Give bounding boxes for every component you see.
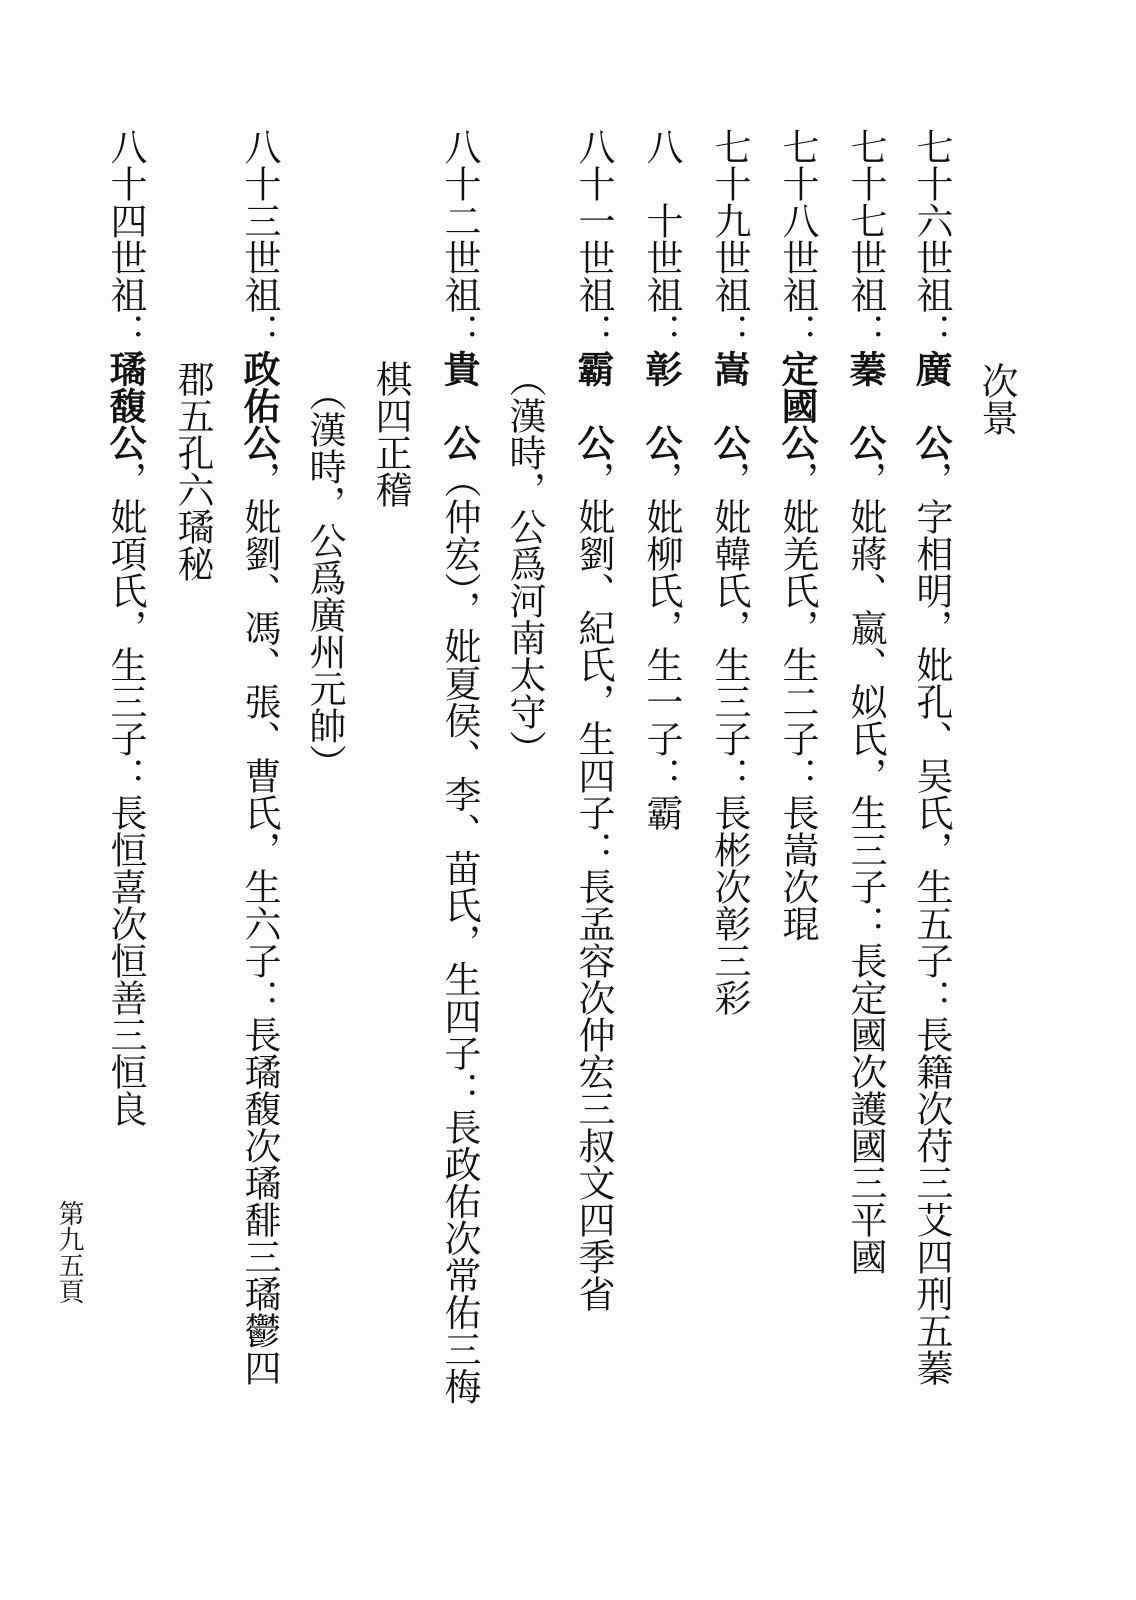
entry-text: ，妣韓氏，生三子：長彬次彰三彩	[708, 461, 751, 1016]
continuation-text: 棋四正稽	[369, 360, 412, 508]
generation-label: 八十一世祖：	[572, 128, 615, 350]
genealogy-entry-82	[437, 128, 481, 1528]
entry-text: ，妣羌氏，生二子：長嵩次琨	[776, 461, 819, 942]
genealogy-entry-76	[909, 128, 953, 1528]
genealogy-entry-83	[237, 128, 281, 1528]
continuation-text: 郡五孔六璚秘	[171, 360, 214, 582]
genealogy-entry-80	[639, 128, 683, 1528]
ancestor-name: 霸 公	[571, 350, 615, 461]
genealogy-entry-78	[775, 128, 819, 1528]
generation-label: 七十六世祖：	[910, 128, 953, 350]
annotation-note: （漢時，公爲廣州元帥）	[303, 374, 346, 781]
entry-text: ，妣柳氏，生一子：霸	[640, 461, 683, 831]
ancestor-name: 貴 公	[437, 350, 481, 461]
genealogy-entry-79	[707, 128, 751, 1528]
page-number: 第九五頁	[54, 1200, 84, 1304]
ancestor-name: 廣 公	[909, 350, 953, 461]
genealogy-entry-77	[843, 128, 887, 1528]
entry-text: ，妣蔣、嬴、姒氏，生三子：長定國次護國三平國	[844, 461, 887, 1275]
entry-text: （仲宏），妣夏侯、李、苗氏，生四子：長政佑次常佑三梅	[438, 461, 481, 1405]
generation-label: 七十七世祖：	[844, 128, 887, 350]
entry-text: ，字相明，妣孔、吴氏，生五子：長籍次苻三艾四刑五蓁	[910, 461, 953, 1386]
ancestor-name: 蓁 公	[843, 350, 887, 461]
ancestor-name: 定國公	[775, 350, 819, 461]
ancestor-name: 彰 公	[639, 350, 683, 461]
genealogy-entry-81	[571, 128, 615, 1528]
genealogy-entry-84	[103, 128, 147, 1528]
ancestor-name: 璚馥公	[103, 350, 147, 461]
generation-label: 八十三世祖：	[238, 128, 281, 350]
generation-label: 七十八世祖：	[776, 128, 819, 350]
entry-text: ，妣劉、紀氏，生四子：長孟容次仲宏三叔文四季省	[572, 461, 615, 1312]
generation-label: 八 十世祖：	[640, 128, 683, 350]
generation-label: 七十九世祖：	[708, 128, 751, 350]
annotation-note: （漢時，公爲河南太守）	[503, 360, 546, 767]
ancestor-name: 嵩 公	[707, 350, 751, 461]
header-note: 次景	[975, 362, 1018, 436]
ancestor-name: 政佑公	[237, 350, 281, 461]
entry-text: ，妣劉、馮、張、曹氏，生六子：長璚馥次璚馡三璚鬱四	[238, 461, 281, 1386]
generation-label: 八十四世祖：	[104, 128, 147, 350]
generation-label: 八十二世祖：	[438, 128, 481, 350]
entry-text: ，妣項氏，生三子：長恒喜次恒善三恒良	[104, 461, 147, 1127]
